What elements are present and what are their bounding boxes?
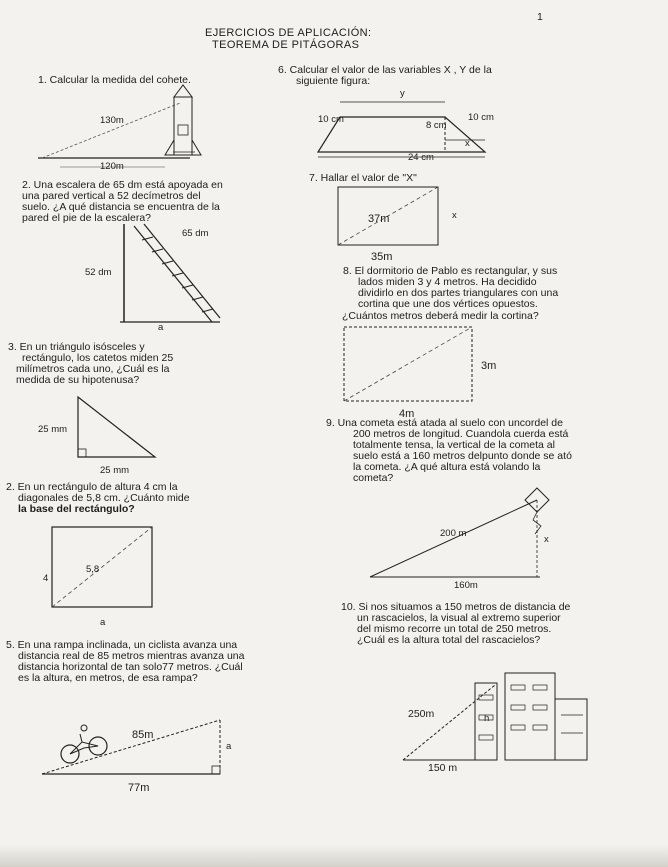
trapezoid-bottom-label: 24 cm xyxy=(408,152,434,163)
problem-9-line-1: 9. Una cometa está atada al suelo con uncordel de xyxy=(326,417,563,429)
problem-9-line-3: totalmente tensa, la vertical de la cometa al xyxy=(353,439,555,451)
ladder-wall-label: 52 dm xyxy=(85,267,112,278)
problem-4-line-3: la base del rectángulo? xyxy=(18,503,135,515)
problem-3-line-4: medida de su hipotenusa? xyxy=(16,374,140,386)
trapezoid-left-side-label: 10 cm xyxy=(318,114,344,125)
trapezoid-right-side-label: 10 cm xyxy=(468,112,494,123)
rectangle-37-diagonal-label: 37m xyxy=(368,213,390,225)
trapezoid-x-label: x xyxy=(465,138,470,149)
problem-7-text: 7. Hallar el valor de "X" xyxy=(309,172,417,184)
bedroom-rectangle-figure xyxy=(342,325,477,405)
problem-8-line-3: dividirlo en dos partes triangulares con una xyxy=(358,287,559,299)
bedroom-side-label: 3m xyxy=(481,360,497,372)
problem-2-line-1: 2. Una escalera de 65 dm está apoyada en xyxy=(22,179,223,191)
problem-10-line-3: del mismo recorre un total de 250 metros. xyxy=(357,623,552,635)
problem-8-line-1: 8. El dormitorio de Pablo es rectangular, y sus xyxy=(343,265,558,277)
problem-2-line-4: pared el pie de la escalera? xyxy=(22,212,152,224)
page-title: EJERCICIOS DE APLICACIÓN: xyxy=(205,27,372,39)
rectangle-diagonal-figure xyxy=(50,525,160,615)
problem-5-line-4: es la altura, en metros, de esa rampa? xyxy=(18,672,198,684)
problem-6-line-2: siguiente figura: xyxy=(296,75,371,87)
problem-2-line-3: suelo. ¿A qué distancia se encuentra de la xyxy=(22,201,220,213)
problem-5-line-3: distancia horizontal de tan solo77 metros. ¿Cuál xyxy=(18,661,243,673)
skyscraper-height-label: h xyxy=(484,713,490,724)
bedroom-base-label: 4m xyxy=(399,408,415,420)
triangle-horizontal-leg-label: 25 mm xyxy=(100,465,130,476)
problem-5-line-1: 5. En una rampa inclinada, un ciclista avanza una xyxy=(6,639,238,651)
ladder-length-label: 65 dm xyxy=(182,228,209,239)
rectangle-37-x-label: x xyxy=(452,210,457,221)
triangle-vertical-leg-label: 25 mm xyxy=(38,424,68,435)
problem-3-line-1: 3. En un triángulo isósceles y xyxy=(8,341,145,353)
problem-6-line-1: 6. Calcular el valor de las variables X , Y de la xyxy=(278,64,492,76)
rocket-height-label: 130m xyxy=(100,115,124,126)
skyscraper-sight-label: 250m xyxy=(408,708,435,720)
ramp-base-label: 77m xyxy=(128,782,150,794)
rocket-figure xyxy=(30,85,240,180)
rectangle-37-base-label: 35m xyxy=(371,251,393,263)
ladder-base-label: a xyxy=(158,322,164,333)
ramp-height-label: a xyxy=(226,741,232,752)
problem-9-line-2: 200 metros de longitud. Cuandola cuerda está xyxy=(353,428,569,440)
trapezoid-y-label: y xyxy=(400,88,405,99)
rectangle-base-label: a xyxy=(100,617,106,628)
problem-1-text: 1. Calcular la medida del cohete. xyxy=(38,74,191,86)
rocket-ground-label: 120m xyxy=(100,161,124,172)
problem-2-line-2: una pared vertical a 52 decímetros del xyxy=(22,190,201,202)
problem-8-line-4: cortina que une dos vértices opuestos. xyxy=(358,298,538,310)
rectangle-diagonal-label: 5,8 xyxy=(86,564,100,575)
problem-8-line-2: lados miden 3 y 4 metros. Ha decidido xyxy=(358,276,537,288)
page-number: 1 xyxy=(537,11,543,23)
ladder-figure xyxy=(120,222,230,327)
kite-ground-label: 160m xyxy=(454,580,478,591)
kite-string-label: 200 m xyxy=(440,528,467,539)
skyscraper-base-label: 150 m xyxy=(428,762,458,774)
page-bottom-shadow xyxy=(0,845,668,867)
kite-height-label: x xyxy=(544,534,549,545)
problem-3-line-2: rectángulo, los catetos miden 25 xyxy=(22,352,174,364)
problem-4-line-1: 2. En un rectángulo de altura 4 cm la xyxy=(6,481,178,493)
problem-10-line-4: ¿Cuál es la altura total del rascacielos? xyxy=(357,634,541,646)
problem-10-line-1: 10. Si nos situamos a 150 metros de distancia de xyxy=(341,601,571,613)
ramp-cyclist-figure xyxy=(40,712,230,782)
trapezoid-height-label: 8 cm xyxy=(426,120,447,131)
problem-9-line-5: la cometa. ¿A qué altura está volando la xyxy=(353,461,541,473)
problem-9-line-6: cometa? xyxy=(353,472,394,484)
rectangle-height-label: 4 xyxy=(43,573,49,584)
problem-9-line-4: suelo está a 160 metros delpunto donde se ató xyxy=(353,450,572,462)
isosceles-triangle-figure xyxy=(75,395,160,465)
problem-10-line-2: un rascacielos, la visual al extremo superior xyxy=(357,612,561,624)
page-subtitle: TEOREMA DE PITÁGORAS xyxy=(212,39,360,51)
problem-3-line-3: milímetros cada uno, ¿Cuál es la xyxy=(16,363,170,375)
problem-4-line-2: diagonales de 5,8 cm. ¿Cuánto mide xyxy=(18,492,190,504)
ramp-length-label: 85m xyxy=(132,729,154,741)
rectangle-37-35-figure xyxy=(336,185,446,250)
problem-5-line-2: distancia real de 85 metros mientras avanza una xyxy=(18,650,245,662)
problem-8-line-5: ¿Cuántos metros deberá medir la cortina? xyxy=(342,310,539,322)
